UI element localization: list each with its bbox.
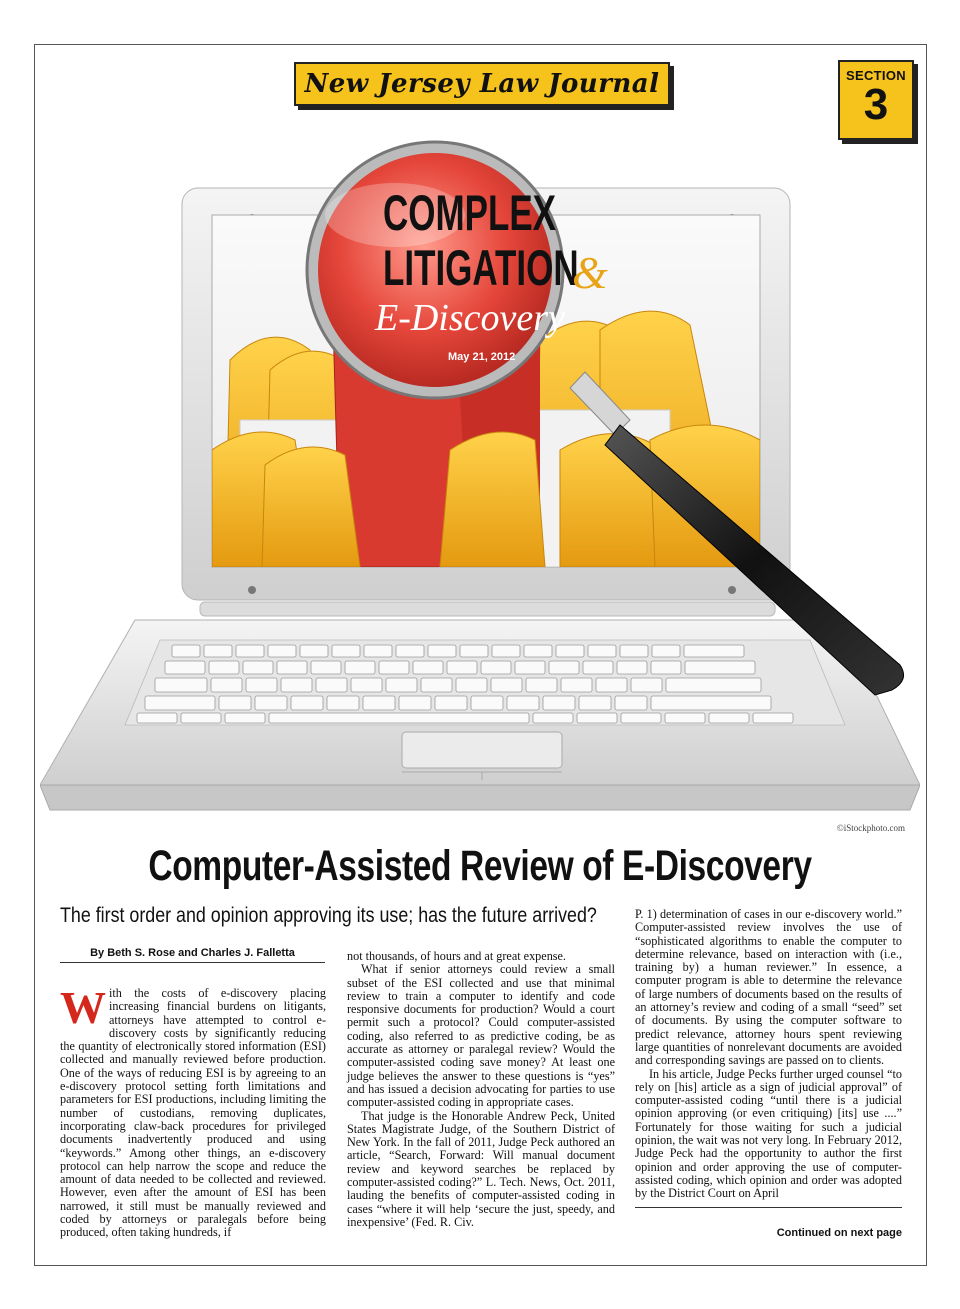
cover-title-line2: LITIGATION: [383, 240, 579, 297]
touchpad: [402, 732, 562, 768]
column-2-paragraph-3: That judge is the Honorable Andrew Peck, United States Magistrate Judge, of the Southern District of New York. In the fall of 2011, Judge Peck authored an article, “Search, Forward: Will manual document review and keyword searches be replaced by computer-assisted coding?” L. Tech. News, Oct. 2011, lauding the benefits of computer-assisted coding in cases “where it will help ‘secure the just, speedy, and inexpensive’ (Fed. R. Civ.: [347, 1108, 615, 1229]
cover-ampersand: &: [572, 247, 608, 298]
article-column-3: [635, 908, 902, 1208]
laptop-base-edge: [40, 785, 920, 810]
section-number: 3: [863, 80, 889, 129]
key-row-4: [145, 696, 771, 710]
cover-subtitle: E-Discovery: [375, 297, 565, 339]
photo-credit: ©iStockphoto.com: [836, 823, 905, 833]
column-1-paragraph: ith the costs of e-discovery placing increasing financial burdens on litigants, attorneys have attempted to control e-discovery costs by significantly reducing the quantity of electronically stored information (ESI) collected and manually reviewed before production. One of the ways of reducing ESI is by agreeing to an e-discovery protocol setting forth limitations and parameters for ESI productions, including limiting the number of custodians, removing duplicates, incorporating claw-back procedures for privileged documents inadvertently produced and using “keywords.” Among other things, an e-discovery protocol can help narrow the scope and reduce the amount of data needed to be collected and reviewed. However, even after the amount of ESI has been narrowed, it still must be manually reviewed and coded by attorneys or paralegals before being produced, often taking hundreds, if: [60, 986, 326, 1240]
laptop-illustration: [40, 120, 920, 832]
article-column-2: [347, 950, 615, 1229]
folder-front-2: [262, 447, 360, 567]
lid-screw-br: [728, 586, 736, 594]
key-row-3: [155, 678, 761, 692]
column-3-paragraph-1: P. 1) determination of cases in our e-discovery world.” Computer-assisted review involves the use of “sophisticated algorithms to enable the computer to determine relevance, based on interaction with (i.e., training by) a human reviewer.” In essence, a computer program is able to determine the relevance of large numbers of documents based on the results of an attorney’s review and coding of a small “seed” set of documents. By using the computer software to predict relevance, attorney hours spent reviewing large quantities of nonrelevant documents are avoided and corresponding savings are passed on to clients.: [635, 907, 902, 1068]
article-byline: By Beth S. Rose and Charles J. Falletta: [60, 947, 325, 963]
folder-front-3: [440, 432, 545, 567]
article-column-1: [60, 982, 326, 1240]
masthead: [294, 62, 670, 106]
drop-cap: W: [60, 982, 106, 1033]
column-2-paragraph-1: not thousands, of hours and at great expense.: [347, 949, 566, 963]
section-label: SECTION: [846, 68, 906, 83]
key-row-5: [137, 713, 793, 723]
article-deck: The first order and opinion approving its use; has the future arrived?: [60, 904, 597, 927]
column-2-paragraph-2: What if senior attorneys could review a small subset of the ESI collected and use that minimal review to train a computer to identify and code responsive documents for production? Would a court permit such a protocol? Could computer-assisted coding, also referred to as predictive coding, be as accurate as attorney or paralegal review? Would the computer-assisted coding save money? At least one judge believes the answer to these questions is “yes” and has issued a decision advocating for parties to use computer-assisted coding in appropriate cases.: [347, 962, 615, 1110]
key-row-2: [165, 661, 755, 674]
lid-screw-bl: [248, 586, 256, 594]
masthead-title: New Jersey Law Journal: [304, 69, 660, 99]
column-3-paragraph-2: In his article, Judge Pecks further urged counsel “to rely on [his] article as a sign of judicial approval” of computer-assisted coding “until there is a judicial opinion approving (or even critiquing) [its] use ....” Fortunately for those waiting for such a judicial opinion, the wait was not very long. In February 2012, Judge Peck had the opportunity to author the first opinion and order approving the use of computer-assisted coding, which opinion and order was adopted by the District Court on April: [635, 1066, 902, 1201]
continued-link[interactable]: Continued on next page: [776, 1227, 902, 1239]
article-headline: Computer-Assisted Review of E-Discovery: [148, 842, 812, 890]
column-3-rule: [635, 1207, 902, 1208]
laptop-hinge: [200, 602, 775, 616]
cover-title-line1: COMPLEX: [383, 185, 557, 242]
cover-date: May 21, 2012: [448, 351, 516, 363]
keyboard: [125, 640, 845, 725]
